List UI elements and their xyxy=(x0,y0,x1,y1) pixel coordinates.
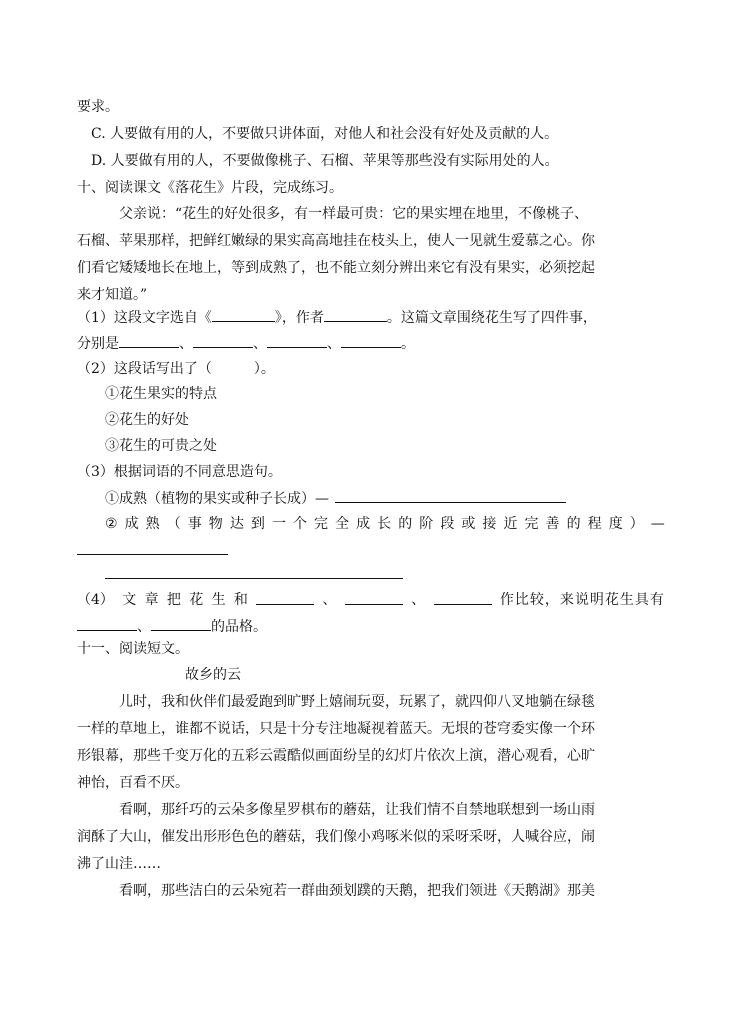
separator: 、 xyxy=(137,619,151,635)
char: 到 xyxy=(250,516,265,532)
char: 度 xyxy=(608,516,623,532)
char: 事 xyxy=(187,516,202,532)
char: 成 xyxy=(356,516,371,532)
char: 或 xyxy=(461,516,476,532)
article-line: 看啊，那些洁白的云朵宛若一群曲颈划蹼的天鹅，把我们领进《天鹅湖》那美 xyxy=(119,883,595,899)
choice-2: ②花生的好处 xyxy=(105,412,189,428)
question-1-text: 分别是 xyxy=(77,336,119,352)
passage-line: 石榴、苹果那样，把鲜红嫩绿的果实高高地挂在枝头上，使人一见就生爱慕之心。你 xyxy=(77,233,595,249)
article-line: 神怡，百看不厌。 xyxy=(77,775,189,791)
question-4-text: 作比较，来说明花生具有 xyxy=(499,592,665,608)
article-line: 润酥了大山，催发出形形色色的蘑菇，我们像小鸡啄米似的采呀采呀，人喊谷应，闹 xyxy=(77,829,595,845)
question-1-text: 》，作者 xyxy=(274,310,324,326)
char: 的 xyxy=(398,516,413,532)
question-4 xyxy=(77,590,665,610)
article-line: 儿时，我和伙伴们最爱跑到旷野上嬉闹玩耍，玩累了，就四仰八叉地躺在绿毯 xyxy=(119,694,595,710)
char: 段 xyxy=(440,516,455,532)
char: 达 xyxy=(229,516,244,532)
separator: 、 xyxy=(411,592,426,608)
char: （ xyxy=(166,516,181,532)
article-line: 沸了山洼…… xyxy=(77,856,161,872)
section-eleven-heading: 十一、阅读短文。 xyxy=(77,641,189,657)
char: 成 xyxy=(124,516,139,532)
choice-1: ①花生果实的特点 xyxy=(105,386,217,402)
char: 的 xyxy=(566,516,581,532)
char: 个 xyxy=(292,516,307,532)
option-c: C. 人要做有用的人，不要做只讲体面，对他人和社会没有好处及贡献的人。 xyxy=(91,126,559,142)
char: 物 xyxy=(208,516,223,532)
answer-line[interactable] xyxy=(105,564,403,579)
char: 善 xyxy=(545,516,560,532)
char: — xyxy=(650,516,665,532)
answer-blank[interactable] xyxy=(434,590,492,605)
char: 阶 xyxy=(419,516,434,532)
item-text: ①成熟（植物的果实或种子长成）— xyxy=(105,491,329,507)
text-line: 要求。 xyxy=(77,99,119,115)
choice-3: ③花生的可贵之处 xyxy=(105,438,217,454)
char: 熟 xyxy=(145,516,160,532)
char: 把 xyxy=(166,592,181,608)
answer-blank[interactable] xyxy=(119,333,179,348)
char: 和 xyxy=(233,592,248,608)
separator: 、 xyxy=(179,336,193,352)
answer-blank[interactable] xyxy=(193,333,253,348)
char: 接 xyxy=(482,516,497,532)
article-title: 故乡的云 xyxy=(185,667,241,683)
answer-blank[interactable] xyxy=(341,333,401,348)
question-1 xyxy=(77,307,597,327)
char: （4） xyxy=(77,592,114,608)
passage-line: 父亲说：“花生的好处很多，有一样最可贵：它的果实埋在地里，不像桃子、 xyxy=(119,206,589,222)
passage-line: 来才知道。” xyxy=(77,287,148,303)
separator: 、 xyxy=(322,592,337,608)
answer-line[interactable] xyxy=(335,488,566,503)
answer-blank[interactable] xyxy=(345,590,403,605)
char: 文 xyxy=(122,592,137,608)
section-ten-heading: 十、阅读课文《落花生》片段，完成练习。 xyxy=(77,180,343,196)
option-d: D. 人要做有用的人，不要做像桃子、石榴、苹果等那些没有实际用处的人。 xyxy=(91,153,559,169)
char: 生 xyxy=(211,592,226,608)
article-line: 看啊，那纤巧的云朵多像星罗棋布的蘑菇，让我们情不自禁地联想到一场山雨 xyxy=(119,802,595,818)
char: 完 xyxy=(314,516,329,532)
question-3-item-2 xyxy=(105,514,665,534)
char: 花 xyxy=(189,592,204,608)
answer-blank[interactable] xyxy=(267,333,327,348)
answer-line-row xyxy=(77,540,228,560)
question-4-text: 的品格。 xyxy=(211,619,267,635)
answer-blank[interactable] xyxy=(151,616,211,631)
char: 完 xyxy=(524,516,539,532)
answer-line[interactable] xyxy=(77,540,228,555)
question-1-text: （1）这段文字选自《 xyxy=(77,310,212,326)
answer-line-row xyxy=(105,564,403,584)
question-1-cont xyxy=(77,333,415,353)
question-4-cont xyxy=(77,616,267,636)
question-3-item-1 xyxy=(105,488,566,508)
answer-blank[interactable] xyxy=(77,616,137,631)
answer-blank[interactable] xyxy=(256,590,314,605)
article-line: 一样的草地上，谁都不说话，只是十分专注地凝视着蓝天。无垠的苍穹委实像一个环 xyxy=(77,721,595,737)
char: 全 xyxy=(335,516,350,532)
separator: 。 xyxy=(401,336,415,352)
char: 程 xyxy=(587,516,602,532)
char: 长 xyxy=(377,516,392,532)
separator: 、 xyxy=(327,336,341,352)
answer-blank[interactable] xyxy=(324,307,387,322)
char: ） xyxy=(629,516,644,532)
article-line: 形银幕，那些千变万化的五彩云霞酷似画面纷呈的幻灯片依次上演，潜心观看，心旷 xyxy=(77,748,595,764)
char: 一 xyxy=(271,516,286,532)
separator: 、 xyxy=(253,336,267,352)
answer-blank[interactable] xyxy=(212,307,275,322)
question-2: （2）这段话写出了（ ）。 xyxy=(77,361,275,377)
passage-line: 们看它矮矮地长在地上，等到成熟了，也不能立刻分辨出来它有没有果实，必须挖起 xyxy=(77,260,595,276)
question-3: （3）根据词语的不同意思造句。 xyxy=(77,464,282,480)
question-1-text: 。这篇文章围绕花生写了四件事， xyxy=(386,310,597,326)
char: 近 xyxy=(503,516,518,532)
char: ② xyxy=(105,516,118,532)
char: 章 xyxy=(144,592,159,608)
